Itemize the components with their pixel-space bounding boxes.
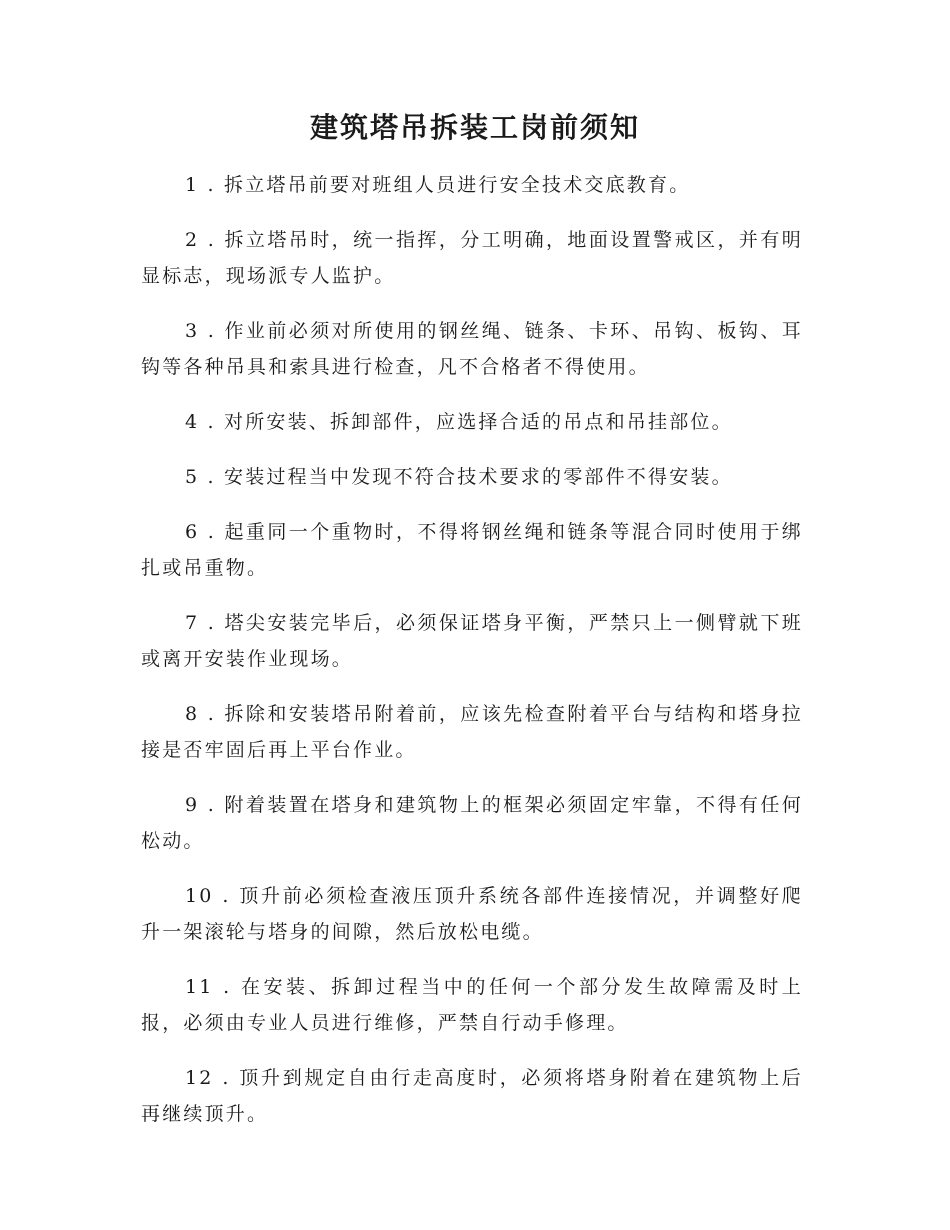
list-item-1: 1 . 拆立塔吊前要对班组人员进行安全技术交底教育。 xyxy=(185,174,691,196)
document-title: 建筑塔吊拆装工岗前须知 xyxy=(309,111,640,144)
list-item-4: 4 . 对所安装、拆卸部件，应选择合适的吊点和吊挂部位。 xyxy=(185,411,733,433)
list-item-5: 5 . 安装过程当中发现不符合技术要求的零部件不得安装。 xyxy=(185,466,733,488)
document-body xyxy=(141,167,803,1151)
list-item-7: 7 . 塔尖安装完毕后，必须保证塔身平衡，严禁只上一侧臂就下班或离开安装作业现场。 xyxy=(141,612,803,670)
list-item-9: 9 . 附着装置在塔身和建筑物上的框架必须固定牢靠，不得有任何松动。 xyxy=(141,794,803,852)
list-item-3: 3 . 作业前必须对所使用的钢丝绳、链条、卡环、吊钩、板钩、耳钩等各种吊具和索具进行检查，凡不合格者不得使用。 xyxy=(141,320,803,378)
list-item-2: 2 . 拆立塔吊时，统一指挥，分工明确，地面设置警戒区，并有明显标志，现场派专人监护。 xyxy=(141,229,803,287)
list-item-10: 10 . 顶升前必须检查液压顶升系统各部件连接情况，并调整好爬升一架滚轮与塔身的间隙，然后放松电缆。 xyxy=(141,885,803,943)
list-item-11: 11 . 在安装、拆卸过程当中的任何一个部分发生故障需及时上报，必须由专业人员进行维修，严禁自行动手修理。 xyxy=(141,976,803,1034)
list-item-6: 6 . 起重同一个重物时，不得将钢丝绳和链条等混合同时使用于绑扎或吊重物。 xyxy=(141,521,803,579)
list-item-8: 8 . 拆除和安装塔吊附着前，应该先检查附着平台与结构和塔身拉接是否牢固后再上平台作业。 xyxy=(141,703,803,761)
list-item-12: 12 . 顶升到规定自由行走高度时，必须将塔身附着在建筑物上后再继续顶升。 xyxy=(141,1067,803,1125)
